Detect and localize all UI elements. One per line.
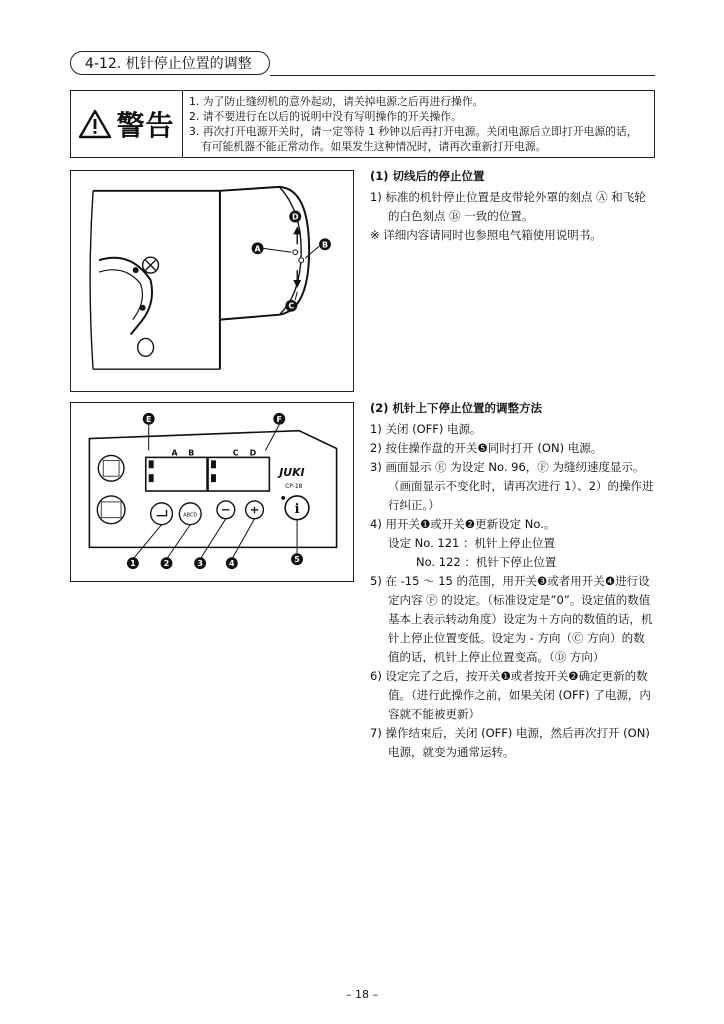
display-right	[208, 457, 269, 491]
label-c-marker: C	[288, 301, 295, 311]
panel-label-f: F	[276, 414, 282, 424]
callout-3: 3	[197, 559, 203, 569]
display-label-d: D	[249, 448, 257, 458]
warning-box	[70, 90, 655, 158]
section-title: 4-12. 机针停止位置的调整	[70, 51, 270, 75]
part2-setting-121: 设定 No. 121 ：机针上停止位置	[388, 536, 556, 550]
warning-triangle-icon	[78, 109, 112, 139]
part1-line: 1) 标准的机针停止位置是皮带轮外罩的刻点 Ⓐ 和飞轮的白色刻点 Ⓑ 一致的位置。	[370, 190, 646, 223]
part2-setting-122: No. 122 ：机针下停止位置	[416, 555, 557, 569]
section-divider	[270, 75, 655, 76]
part2-step-note: （画面显示不变化时，请再次进行 1）、2）的操作进行纠正。）	[388, 479, 654, 512]
part2-step: 3) 画面显示 Ⓔ 为设定 No. 96，Ⓕ 为缝纫速度显示。	[370, 460, 645, 474]
panel-button-1	[151, 503, 173, 525]
info-symbol: i	[294, 501, 300, 517]
callout-5: 5	[294, 555, 300, 565]
part1-title: (1) 切线后的停止位置	[370, 169, 485, 183]
label-b-marker: B	[321, 240, 328, 250]
part2-step: 1) 关闭 (OFF) 电源。	[370, 422, 482, 436]
brand-logo: JUKI	[279, 466, 305, 480]
warning-list	[183, 91, 654, 157]
part2-step: 4) 用开关❶或开关❷更新设定 No.。	[370, 517, 556, 531]
handwheel-illustration	[71, 171, 353, 391]
page-number: – 18 –	[346, 988, 378, 1001]
callout-2: 2	[163, 559, 170, 569]
display-label-b: B	[188, 448, 195, 458]
part2-text	[370, 399, 655, 762]
part2-step: 6) 设定完了之后，按开关❶或者按开关❷确定更新的数值。（进行此操作之前，如果关闭 (OFF) 了电源，内容就不能被更新）	[370, 669, 651, 721]
warning-item: 3. 再次打开电源开关时，请一定等待 1 秒钟以后再打开电源。关闭电源后立即打开电源的话，有可能机器不能正常动作。如果发生这种情况时，请再次重新打开电源。	[189, 125, 638, 153]
model-label: CP-18	[285, 483, 303, 491]
display-label-a: A	[171, 448, 178, 458]
operation-panel-illustration	[71, 403, 353, 581]
warning-label: 警告	[116, 109, 175, 142]
panel-label-e: E	[146, 414, 152, 424]
label-d-marker: D	[291, 212, 299, 222]
part2-step: 2) 按住操作盘的开关❺同时打开 (ON) 电源。	[370, 441, 603, 455]
pattern-button-1	[98, 455, 124, 481]
part1-note: ※ 详细内容请同时也参照电气箱使用说明书。	[370, 228, 602, 242]
operation-panel-figure	[70, 402, 354, 582]
display-left	[146, 457, 207, 491]
label-a-marker: A	[254, 244, 261, 254]
warning-item: 2. 请不要进行在以后的说明中没有写明操作的开关操作。	[189, 110, 462, 123]
handwheel-figure	[70, 170, 354, 392]
part1-text	[370, 167, 655, 245]
warning-item: 1. 为了防止缝纫机的意外起动，请关掉电源之后再进行操作。	[189, 95, 484, 108]
callout-4: 4	[229, 559, 235, 569]
warning-label-cell	[71, 91, 183, 157]
plus-symbol: +	[249, 502, 260, 517]
minus-symbol: −	[220, 502, 231, 517]
part2-step: 5) 在 -15 ～ 15 的范围，用开关❸或者用开关❹进行设定内容 Ⓕ 的设定。（标准设定是”0”。设定值的数值基本上表示转动角度）设定为＋方向的数值的话，机针上停止位置变低。设定为 - 方向（Ⓒ 方向）的数值的话，机针上停止位置变高。（Ⓓ 方向）	[370, 574, 653, 664]
part2-title: (2) 机针上下停止位置的调整方法	[370, 401, 543, 415]
part2-step: 7) 操作结束后，关闭 (OFF) 电源，然后再次打开 (ON) 电源，就变为通常运转。	[370, 726, 650, 759]
display-label-c: C	[232, 448, 239, 458]
callout-1: 1	[130, 559, 136, 569]
svg-text:ABCD: ABCD	[183, 512, 198, 519]
